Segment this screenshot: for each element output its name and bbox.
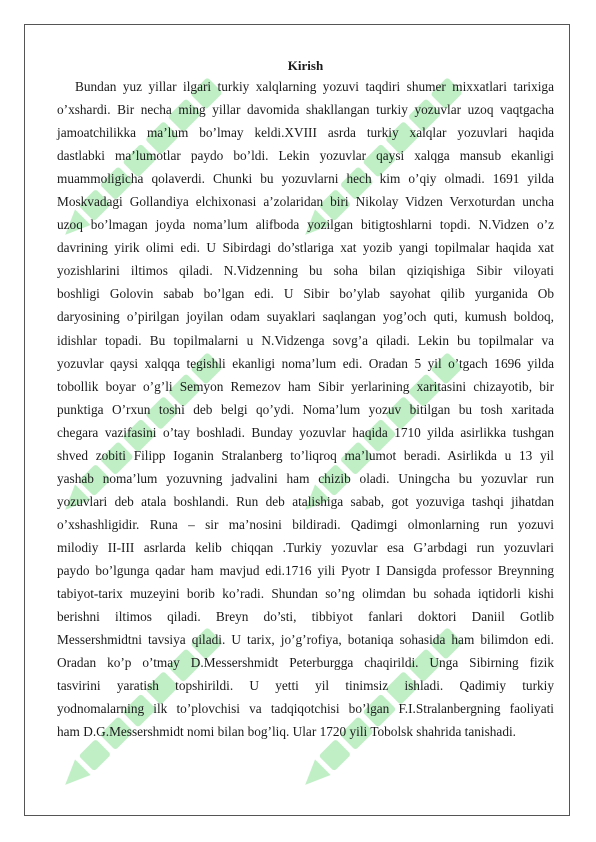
paragraph-line: Oradan ko’p o’tmay D.Messershmidt Peterburgga chaqirildi. Unga Sibirning fizik [57,655,554,671]
paragraph-line: Bundan yuz yillar ilgari turkiy xalqlarning yozuvi taqdiri shumer mixxatlari tarixiga [75,79,554,94]
paragraph-line: o’xshashligidir. Runa – sir ma’nosini bildiradi. Qadimgi olmonlarning run yozuvi [57,516,554,532]
paragraph-line: yozuvlari deb atala boshlandi. Run deb atalishiga sabab, got yozuviga tashqi jihatdan [57,493,554,509]
paragraph-line: Moskvadagi Gollandiya elchixonasi a’zolaridan biri Nikolay Vidzen Verxoturdan uncha [57,194,554,210]
paragraph-line: chegara vazifasini o’tay boshladi. Bunday yozuvlar haqida 1710 yilda asirlikka tushgan [57,424,554,440]
paragraph-line: paydo bo’lgunga qadar ham mavjud edi.1716 yili Pyotr I Dansigda professor Breynning [57,562,554,578]
document-paragraph [57,75,554,743]
paragraph-line: ham D.G.Messershmidt nomi bilan bog’liq. Ular 1720 yili Tobolsk shahrida tanishadi. [57,724,516,740]
paragraph-line: yozuvlar qaysi xalqqa tegishli ekanligi noma’lum edi. Oradan 5 yil o’tgach 1696 yilda [57,355,554,371]
paragraph-line: milodiy II-III asrlarda kelib chiqqan .Turkiy yozuvlar esa G’arbdagi run yozuvlari [57,539,554,555]
document-title: Kirish [287,58,324,73]
paragraph-line: dastlabki ma’lumotlar paydo bo’ldi. Lekin yozuvlar qaysi xalqga mansub ekanligi [57,148,554,164]
paragraph-line: idishlar topadi. Bu topilmalarni u N.Vidzenga sovg’a qiladi. Lekin bu topilmalar va [57,332,554,348]
paragraph-line: punktiga O’rxun toshi deb belgi qo’ydi. Noma’lum yozuv bitilgan bu tosh xaritada [57,401,554,417]
paragraph-line: yozishlarini iltimos qiladi. N.Vidzenning bu soha bilan qiziqishiga Sibir viloyati [57,263,554,279]
paragraph-line: yashab noma’lum yozuvning jadvalini ham chizib oladi. Uningcha bu yozuvlar run [57,470,554,486]
document-body [57,57,554,743]
paragraph-line: tabiyot-tarix muzeyini borib ko’radi. Shundan so’ng olimdan bu sohada iqtidorli kishi [57,586,554,602]
paragraph-line: o’xshardi. Bir necha ming yillar davomida shakllangan turkiy yozuvlar uzoq vaqtgacha [57,102,554,118]
paragraph-line: shved zobiti Filipp Ioganin Stralanberg to’liqroq ma’lumot beradi. Asirlikda u 13 yil [57,447,554,463]
paragraph-line: uzoq bo’lmagan joyda noma’lum alifboda yozilgan bitigtoshlarni topdi. N.Vidzen o’z [57,217,554,233]
paragraph-line: tobollik boyar o’g’li Semyon Remezov ham Sibir yerlarining xaritasini chizayotib, bir [57,378,554,394]
paragraph-line: muammoligicha qolaverdi. Chunki bu yozuvlarni hech kim o’qiy olmadi. 1691 yilda [57,171,554,187]
paragraph-line: daryosining o’pirilgan joyilan odam suyaklari saqlangan yog’och quti, kumush boldoq, [57,309,554,325]
paragraph-line: jamoatchilikka ma’lum bo’lmay keldi.XVIII asrda turkiy xalqlar yozuvlari haqida [57,125,554,141]
paragraph-line: davrining yirik olimi edi. U Sibirdagi do’stlariga xat yozib yangi topilmalar haqida xat [57,240,554,256]
paragraph-line: boshligi Golovin sabab bo’lgan edi. U Sibir bo’ylab sayohat qilib yurganida Ob [57,286,554,302]
paragraph-line: yodnomalarning ilk to’plovchisi va tadqiqotchisi bo’lgan F.I.Stralanbergning faoliyati [57,701,554,717]
paragraph-line: berishni iltimos qiladi. Breyn do’sti, tibbiyot fanlari doktori Daniil Gotlib [57,609,554,625]
paragraph-line: tasvirini yaratish topshirildi. U yetti yil tinimsiz ishladi. Qadimiy turkiy [57,678,554,694]
paragraph-line: Messershmidtni tavsiya qiladi. U tarix, jo’g’rofiya, botaniqa sohasida ham bilimdon edi. [57,632,554,648]
